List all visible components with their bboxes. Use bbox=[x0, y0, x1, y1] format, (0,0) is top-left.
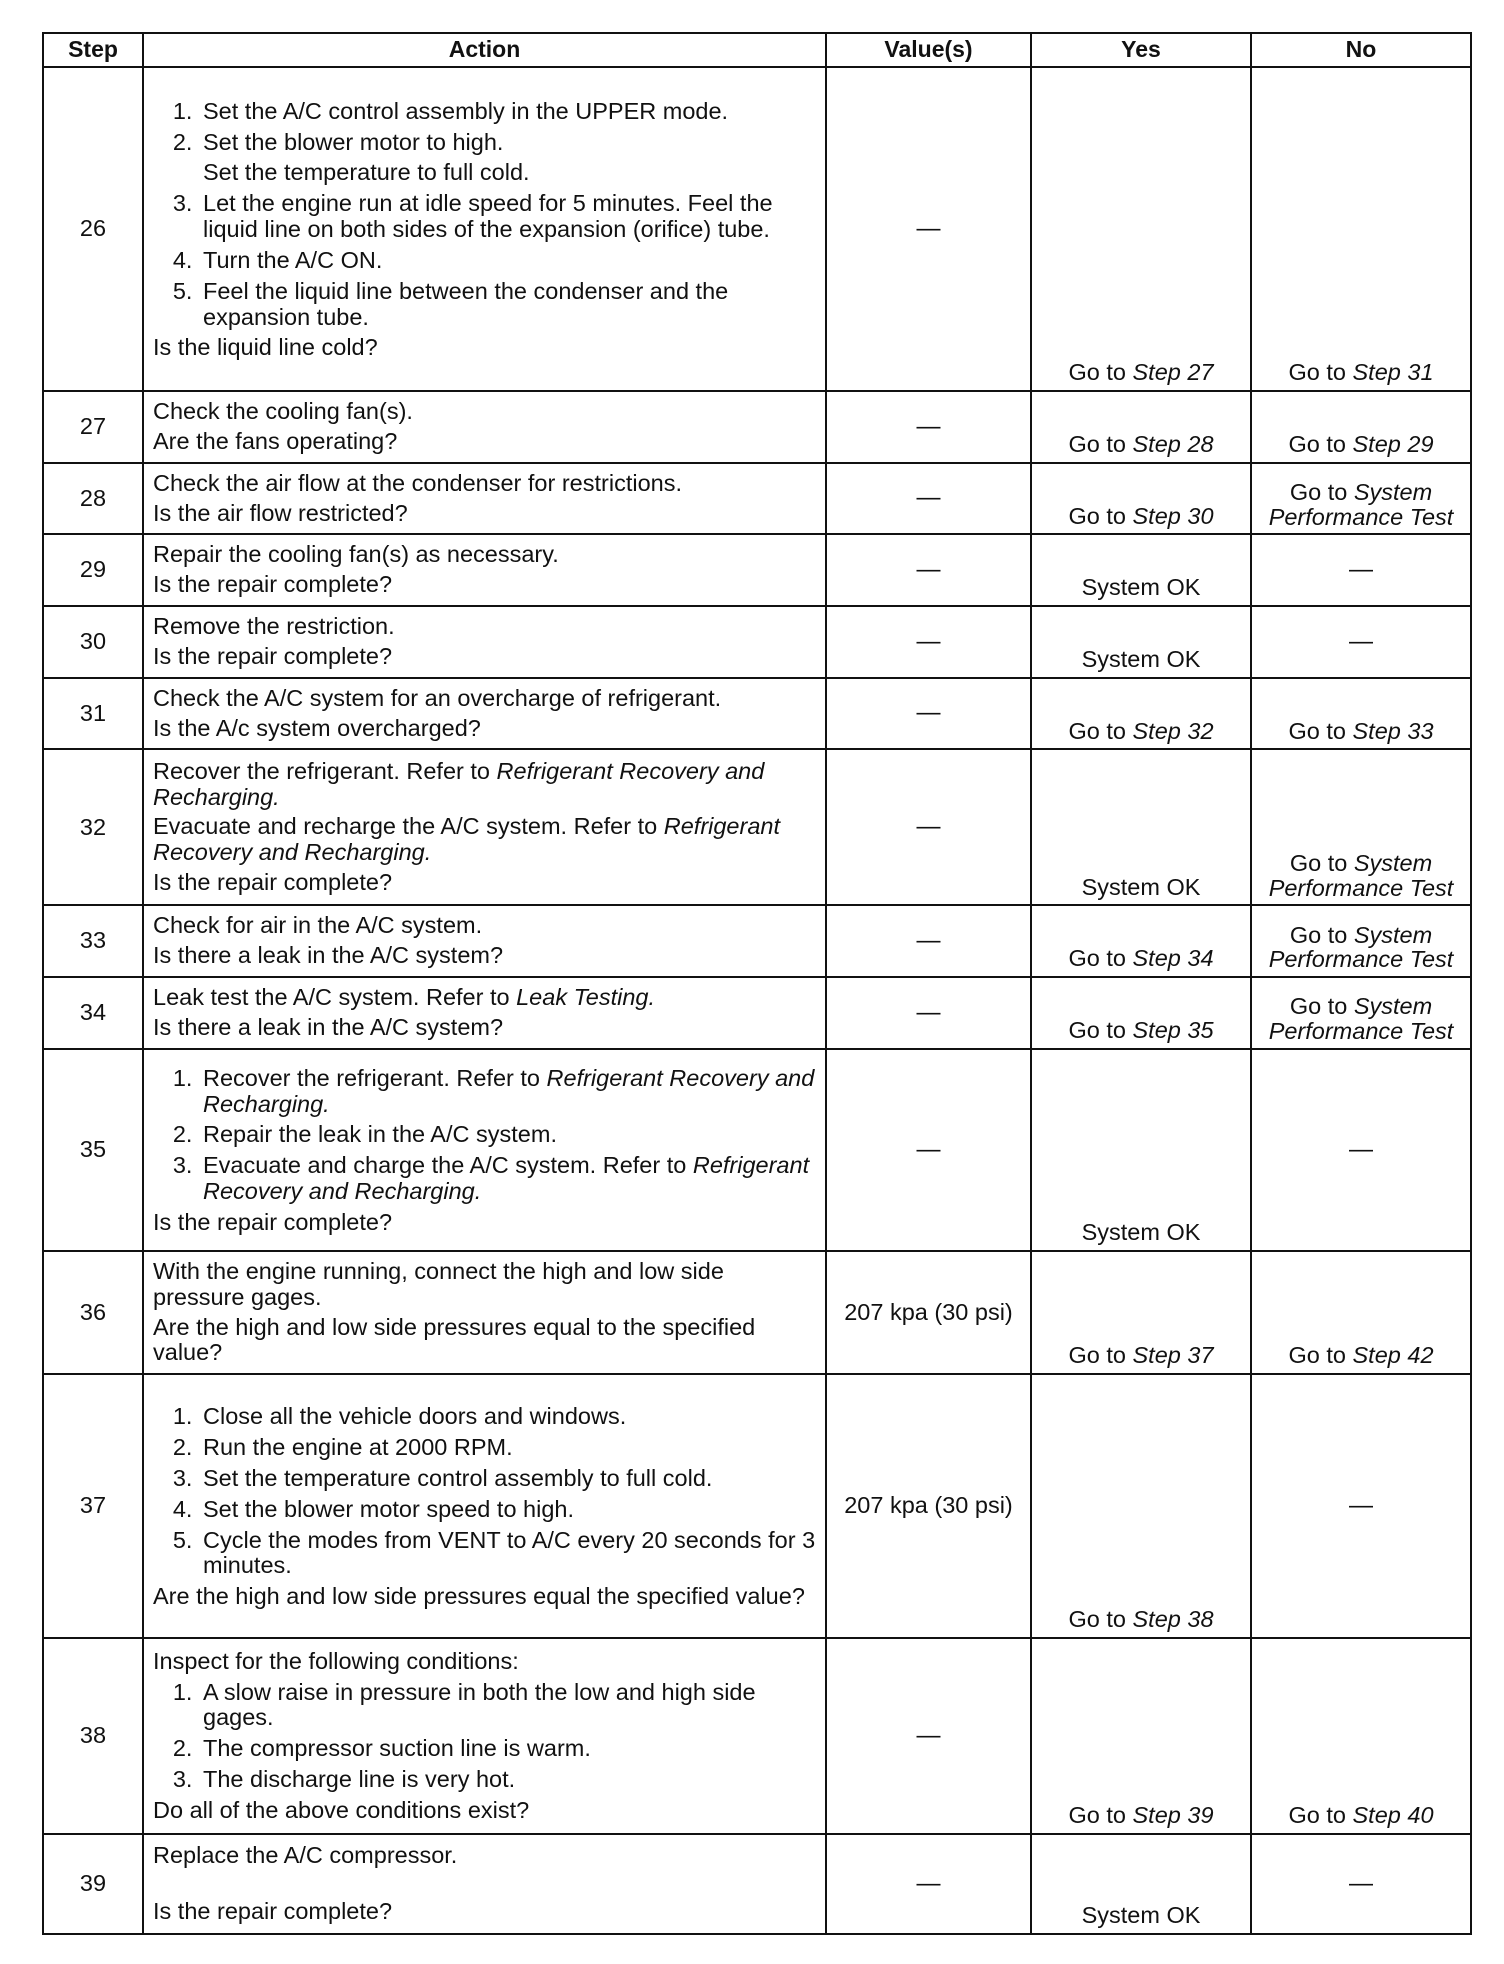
action-cell bbox=[143, 749, 826, 905]
action-text: Check the air flow at the condenser for restrictions. bbox=[153, 469, 682, 496]
value-cell: 207 kpa (30 psi) bbox=[826, 1251, 1031, 1374]
header-values: Value(s) bbox=[826, 33, 1031, 67]
step-number: 26 bbox=[43, 67, 143, 391]
list-item: 2. Run the engine at 2000 RPM. bbox=[199, 1435, 817, 1461]
step-number: 28 bbox=[43, 463, 143, 535]
action-text: Inspect for the following conditions: bbox=[153, 1647, 519, 1674]
question: Is the repair complete? bbox=[153, 642, 393, 669]
table-row bbox=[43, 977, 1471, 1049]
action-text: Recover the refrigerant. Refer to Refrigerant Recovery and Recharging. bbox=[153, 758, 765, 811]
header-no: No bbox=[1251, 33, 1471, 67]
action-text: Check for air in the A/C system. bbox=[153, 912, 483, 939]
list-item: 5. Feel the liquid line between the condenser and the expansion tube. bbox=[199, 279, 817, 331]
table-row bbox=[43, 463, 1471, 535]
question: Is the repair complete? bbox=[153, 868, 393, 895]
list-item: 2. Repair the leak in the A/C system. bbox=[199, 1122, 817, 1148]
question: Is the repair complete? bbox=[153, 571, 393, 598]
action-text: Leak test the A/C system. Refer to Leak Testing. bbox=[153, 984, 656, 1011]
value-cell: — bbox=[826, 678, 1031, 750]
table-row bbox=[43, 905, 1471, 977]
question: Is the repair complete? bbox=[153, 1209, 393, 1235]
list-item: 1. A slow raise in pressure in both the low and high side gages. bbox=[199, 1680, 817, 1732]
value-cell: — bbox=[826, 606, 1031, 678]
yes-cell: Go to Step 30 bbox=[1031, 463, 1251, 535]
yes-cell: Go to Step 37 bbox=[1031, 1251, 1251, 1374]
action-cell bbox=[143, 534, 826, 606]
table-row bbox=[43, 1638, 1471, 1834]
action-cell bbox=[143, 1834, 826, 1934]
action-text: Repair the cooling fan(s) as necessary. bbox=[153, 541, 559, 568]
table-row bbox=[43, 391, 1471, 463]
yes-cell: System OK bbox=[1031, 749, 1251, 905]
action-cell bbox=[143, 1374, 826, 1638]
reference-link[interactable]: Leak Testing. bbox=[516, 984, 656, 1011]
table-row bbox=[43, 606, 1471, 678]
list-item: 3. Evacuate and charge the A/C system. Refer to Refrigerant Recovery and Recharging. bbox=[199, 1153, 817, 1205]
header-action: Action bbox=[143, 33, 826, 67]
step-number: 35 bbox=[43, 1049, 143, 1251]
table-row bbox=[43, 1251, 1471, 1374]
action-text: With the engine running, connect the high and low side pressure gages. bbox=[153, 1257, 724, 1310]
table-row bbox=[43, 1374, 1471, 1638]
table-row bbox=[43, 67, 1471, 391]
step-number: 31 bbox=[43, 678, 143, 750]
reference-link[interactable]: Refrigerant Recovery and Recharging. bbox=[203, 1064, 815, 1117]
value-cell: — bbox=[826, 905, 1031, 977]
value-cell: — bbox=[826, 391, 1031, 463]
action-text: Remove the restriction. bbox=[153, 613, 395, 640]
action-cell bbox=[143, 678, 826, 750]
yes-cell: Go to Step 27 bbox=[1031, 67, 1251, 391]
yes-cell: Go to Step 35 bbox=[1031, 977, 1251, 1049]
yes-cell: Go to Step 28 bbox=[1031, 391, 1251, 463]
value-cell: — bbox=[826, 1049, 1031, 1251]
action-list bbox=[153, 1404, 817, 1579]
no-cell: Go to Step 31 bbox=[1251, 67, 1471, 391]
question: Is the repair complete? bbox=[153, 1898, 393, 1925]
list-item: 3. Let the engine run at idle speed for 5 minutes. Feel the liquid line on both sides of the expansion (orifice) tube. bbox=[199, 191, 817, 243]
action-cell bbox=[143, 1251, 826, 1374]
no-cell: Go to Step 40 bbox=[1251, 1638, 1471, 1834]
no-cell: Go to Step 42 bbox=[1251, 1251, 1471, 1374]
value-cell: — bbox=[826, 977, 1031, 1049]
yes-cell: Go to Step 39 bbox=[1031, 1638, 1251, 1834]
no-cell: — bbox=[1251, 1049, 1471, 1251]
no-cell: — bbox=[1251, 1834, 1471, 1934]
action-list bbox=[153, 99, 817, 331]
reference-link[interactable]: Refrigerant Recovery and Recharging. bbox=[153, 813, 780, 865]
table-row bbox=[43, 1049, 1471, 1251]
diagnostic-table bbox=[42, 32, 1472, 1935]
action-cell bbox=[143, 391, 826, 463]
no-cell: Go to System Performance Test bbox=[1251, 977, 1471, 1049]
list-item: 1. Close all the vehicle doors and windows. bbox=[199, 1404, 817, 1430]
step-number: 29 bbox=[43, 534, 143, 606]
action-cell bbox=[143, 1638, 826, 1834]
list-item: 2. Set the blower motor to high. Set the temperature to full cold. bbox=[199, 130, 817, 187]
list-item: 2. The compressor suction line is warm. bbox=[199, 1736, 817, 1762]
table-row bbox=[43, 678, 1471, 750]
question: Is the liquid line cold? bbox=[153, 334, 378, 361]
list-item: 3. Set the temperature control assembly to full cold. bbox=[199, 1466, 817, 1492]
action-list bbox=[153, 1680, 817, 1793]
value-cell: — bbox=[826, 1834, 1031, 1934]
no-cell: Go to System Performance Test bbox=[1251, 905, 1471, 977]
no-cell: Go to System Performance Test bbox=[1251, 463, 1471, 535]
yes-cell: System OK bbox=[1031, 534, 1251, 606]
step-number: 32 bbox=[43, 749, 143, 905]
list-item-subline: Set the temperature to full cold. bbox=[203, 159, 530, 186]
list-item: 4. Set the blower motor speed to high. bbox=[199, 1497, 817, 1523]
yes-cell: System OK bbox=[1031, 1834, 1251, 1934]
action-text: Check the A/C system for an overcharge of refrigerant. bbox=[153, 684, 722, 711]
yes-cell: System OK bbox=[1031, 606, 1251, 678]
question: Is there a leak in the A/C system? bbox=[153, 1013, 504, 1040]
action-list bbox=[153, 1066, 817, 1205]
yes-cell: Go to Step 32 bbox=[1031, 678, 1251, 750]
action-text: Evacuate and recharge the A/C system. Refer to Refrigerant Recovery and Recharging. bbox=[153, 813, 780, 865]
yes-cell: System OK bbox=[1031, 1049, 1251, 1251]
list-item: 4. Turn the A/C ON. bbox=[199, 248, 817, 274]
list-item: 5. Cycle the modes from VENT to A/C every 20 seconds for 3 minutes. bbox=[199, 1528, 817, 1580]
no-cell: Go to System Performance Test bbox=[1251, 749, 1471, 905]
action-cell bbox=[143, 67, 826, 391]
table-row bbox=[43, 1834, 1471, 1934]
table-row bbox=[43, 749, 1471, 905]
value-cell: 207 kpa (30 psi) bbox=[826, 1374, 1031, 1638]
value-cell: — bbox=[826, 463, 1031, 535]
step-number: 39 bbox=[43, 1834, 143, 1934]
step-number: 33 bbox=[43, 905, 143, 977]
action-cell bbox=[143, 977, 826, 1049]
step-number: 38 bbox=[43, 1638, 143, 1834]
question: Are the high and low side pressures equal to the specified value? bbox=[153, 1313, 756, 1366]
question: Do all of the above conditions exist? bbox=[153, 1796, 530, 1823]
value-cell: — bbox=[826, 1638, 1031, 1834]
table-row bbox=[43, 534, 1471, 606]
step-number: 27 bbox=[43, 391, 143, 463]
step-number: 36 bbox=[43, 1251, 143, 1374]
table-header-row bbox=[43, 33, 1471, 67]
list-item: 1. Recover the refrigerant. Refer to Refrigerant Recovery and Recharging. bbox=[199, 1066, 817, 1118]
question: Are the fans operating? bbox=[153, 427, 398, 454]
no-cell: — bbox=[1251, 534, 1471, 606]
step-number: 37 bbox=[43, 1374, 143, 1638]
yes-cell: Go to Step 38 bbox=[1031, 1374, 1251, 1638]
action-text: Check the cooling fan(s). bbox=[153, 398, 413, 424]
action-text: Replace the A/C compressor. bbox=[153, 1842, 458, 1869]
question: Are the high and low side pressures equal the specified value? bbox=[153, 1583, 805, 1610]
yes-cell: Go to Step 34 bbox=[1031, 905, 1251, 977]
header-yes: Yes bbox=[1031, 33, 1251, 67]
value-cell: — bbox=[826, 749, 1031, 905]
action-cell bbox=[143, 1049, 826, 1251]
action-cell bbox=[143, 606, 826, 678]
no-cell: Go to Step 29 bbox=[1251, 391, 1471, 463]
value-cell: — bbox=[826, 534, 1031, 606]
list-item: 3. The discharge line is very hot. bbox=[199, 1767, 817, 1793]
question: Is the air flow restricted? bbox=[153, 499, 408, 526]
header-step: Step bbox=[43, 33, 143, 67]
action-cell bbox=[143, 905, 826, 977]
step-number: 34 bbox=[43, 977, 143, 1049]
question: Is there a leak in the A/C system? bbox=[153, 942, 504, 969]
no-cell: Go to Step 33 bbox=[1251, 678, 1471, 750]
action-cell bbox=[143, 463, 826, 535]
reference-link[interactable]: Refrigerant Recovery and Recharging. bbox=[203, 1152, 810, 1205]
no-cell: — bbox=[1251, 1374, 1471, 1638]
step-number: 30 bbox=[43, 606, 143, 678]
value-cell: — bbox=[826, 67, 1031, 391]
list-item: 1. Set the A/C control assembly in the UPPER mode. bbox=[199, 99, 817, 125]
reference-link[interactable]: Refrigerant Recovery and Recharging. bbox=[153, 758, 765, 811]
question: Is the A/c system overcharged? bbox=[153, 714, 481, 741]
no-cell: — bbox=[1251, 606, 1471, 678]
